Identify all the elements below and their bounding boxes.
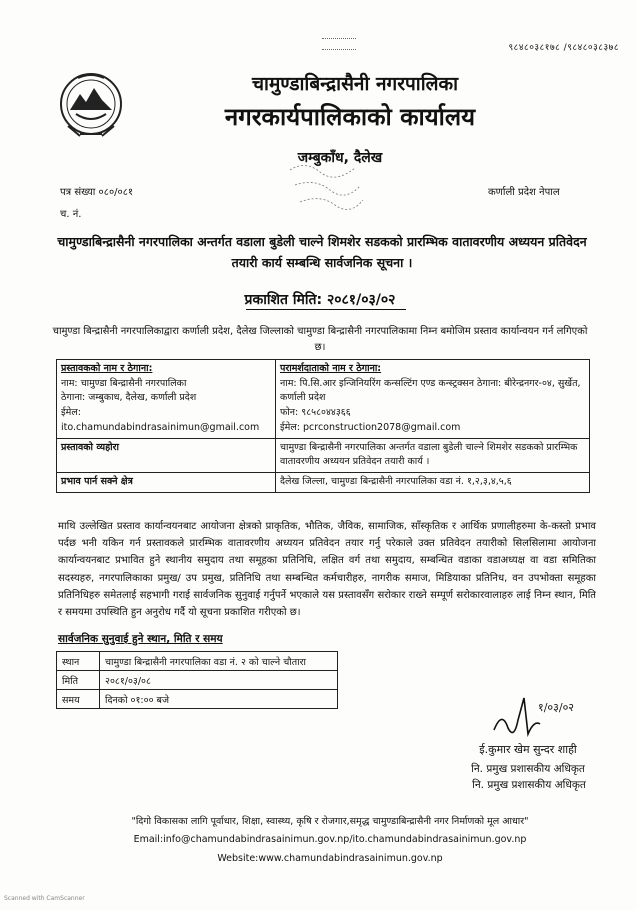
hearing-time-label: समय	[57, 690, 100, 709]
office-address: जम्बुकाँध, दैलेख	[297, 150, 383, 166]
municipality-name: चामुण्डाबिन्द्रासैनी नगरपालिका	[251, 73, 459, 95]
signatory-name: ई.कुमार खेम सुन्दर शाही	[479, 743, 577, 756]
scan-mark	[322, 38, 356, 50]
province-name: कर्णाली प्रदेश नेपाल	[488, 187, 560, 198]
signature-scribble	[488, 690, 598, 746]
table-row	[57, 360, 590, 439]
footer-motto: "दिगो विकासका लागि पूर्वाधार, शिक्षा, स्वास्थ्य, कृषि र रोजगार,समृद्ध चामुण्डाबिन्द्रासैनी नगर निर्माणको मूल आधार"	[131, 816, 529, 827]
hearing-table	[56, 651, 338, 709]
proponent-name: नाम: चामुण्डा बिन्द्रासैनी नगरपालिका	[61, 377, 187, 389]
proponent-email-label: ईमेल:	[61, 407, 81, 419]
body-paragraph: माथि उल्लेखित प्रस्ताव कार्यान्वयनबाट आयोजना क्षेत्रको प्राकृतिक, भौतिक, जैविक, सामाजिक, साँस्कृतिक र आर्थिक प्रणालीहरुमा के-कस्तो प्रभाव पर्दछ भनी यकिन गर्न प्रस्तावकले प्रारम्भिक वातावरणीय अध्ययन प्रतिवेदन तयार गर्नु परेकाले उक्त प्रतिवेदन तयारीको सिलसिलामा आयोजना कार्यान्वयनबाट प्रभावित हुने स्थानीय समुदाय तथा समूहका प्रतिनिधि, लक्षित वर्ग तथा समुदाय, सम्बन्धित वडाका वडाअध्यक्ष वा वडा समितिका सदस्यहरु, नगरपालिकाका प्रमुख/ उप प्रमुख, प्रतिनिधि तथा सम्बन्धित कर्मचारीहरु, नागरीक समाज, मिडियाका प्रतिनिध, वन उपभोक्ता समूहका प्रतिनिधिहरु समेतलाई सहभागी गराई सार्वजनिक सुनुवाई गर्नुपर्ने भएकाले यस प्रस्तावसँग सरोकार राख्ने सम्पूर्ण सरोकारवालाहरु लाई निम्न स्थान, मिति र समयमा उपस्थिति हुन अनुरोध गर्दै यो सूचना प्रकाशित गरीएको छ।	[58, 521, 596, 618]
consultant-email: ईमेल: pcrconstruction2078@gmail.com	[280, 421, 461, 433]
proposal-value: चामुण्डा बिन्द्रासैनी नगरपालिका अन्तर्गत वडाला बुडेली चाल्ने शिमशेर सडकको प्रारम्भिक वातावरणीय अध्ययन प्रतिवेदन तयारी कार्य ।	[276, 438, 590, 472]
published-date-underline	[246, 309, 406, 310]
hearing-time-value: दिनको ०१:०० बजे	[100, 690, 338, 709]
signatory-post-stamp: नि. प्रमुख प्रशासकीय अधिकृत	[472, 779, 586, 791]
intro-text: चामुण्डा बिन्द्रासैनी नगरपालिकाद्वारा कर्णाली प्रदेश, दैलेख जिल्लाको चामुण्डा बिन्द्रासैनी नगरपालिकामा निम्न बमोजिम प्रस्ताव कार्यान्वयन गर्न लगिएको छ।	[52, 326, 588, 353]
area-label: प्रभाव पार्न सक्ने क्षेत्र	[57, 473, 276, 493]
notice-heading: चामुण्डाबिन्द्रासैनी नगरपालिका अन्तर्गत वडाला बुडेली चाल्ने शिमशेर सडकको प्रारम्भिक वातावरणीय अध्ययन प्रतिवेदन तयारी कार्य सम्बन्धि सार्वजनिक सूचना ।	[57, 234, 587, 270]
proposal-label: प्रस्तावको व्यहोरा	[57, 438, 276, 472]
hearing-date-value: २०८१/०३/०८	[100, 671, 338, 690]
reference-number: पत्र संख्या ०८०/०८१	[60, 187, 134, 198]
table-row	[57, 652, 338, 671]
hearing-place-value: चामुण्डा बिन्द्रासैनी नगरपालिका वडा नं. २ को चाल्ने चौतारा	[100, 652, 338, 671]
hearing-place-label: स्थान	[57, 652, 100, 671]
published-date: प्रकाशित मिति: २०८१/०३/०२	[244, 292, 396, 308]
consultant-name: नाम: पि.सि.आर इन्जिनियरिंग कन्सल्टिंग एण्ड कन्स्ट्रक्सन ठेगाना: बीरेन्द्रनगर-०४, सुर्खेत, कर्णाली प्रदेश	[280, 377, 581, 404]
table-row	[57, 671, 338, 690]
area-value: दैलेख जिल्ला, चामुण्डा बिन्द्रासैनी नगरपालिका वडा नं. १,२,३,४,५,६	[276, 473, 590, 493]
table-row	[57, 690, 338, 709]
office-name: नगरकार्यपालिकाको कार्यालय	[224, 103, 476, 131]
nepal-emblem-logo	[58, 70, 124, 142]
phone-numbers: ९८४८०३८१७८ /९८४८०३८३७८	[508, 43, 619, 53]
consultant-phone: फोन: ९८५८०४४३६६	[280, 407, 351, 419]
signatory-post: नि. प्रमुख प्रशासकीय अधिकृत	[471, 763, 585, 775]
signature-date: १/०३/०२	[538, 701, 575, 714]
table-row	[57, 438, 590, 472]
proponent-cell	[57, 360, 276, 439]
table-row	[57, 473, 590, 493]
scanner-watermark: Scanned with CamScanner	[4, 895, 85, 902]
hearing-date-label: मिति	[57, 671, 100, 690]
project-info-table	[56, 359, 590, 493]
dispatch-number: च. नं.	[60, 209, 82, 220]
footer-email: Email:info@chamundabindrasainimun.gov.np/ito.chamundabindrasainimun.gov.np	[133, 834, 527, 845]
stamp-scribble	[285, 150, 365, 220]
proponent-email: ito.chamundabindrasainimun@gmail.com	[61, 421, 260, 433]
proponent-heading: प्रस्तावकको नाम र ठेगाना:	[61, 363, 153, 374]
footer-website: Website:www.chamundabindrasainimun.gov.np	[217, 853, 443, 864]
consultant-cell	[276, 360, 590, 439]
proponent-address: ठेगाना: जम्बुकाध, दैलेख, कर्णाली प्रदेश	[61, 392, 197, 404]
hearing-title: सार्वजनिक सुनुवाई हुने स्थान, मिति र समय	[58, 633, 223, 645]
consultant-heading: परामर्शदाताको नाम र ठेगाना:	[280, 363, 382, 374]
